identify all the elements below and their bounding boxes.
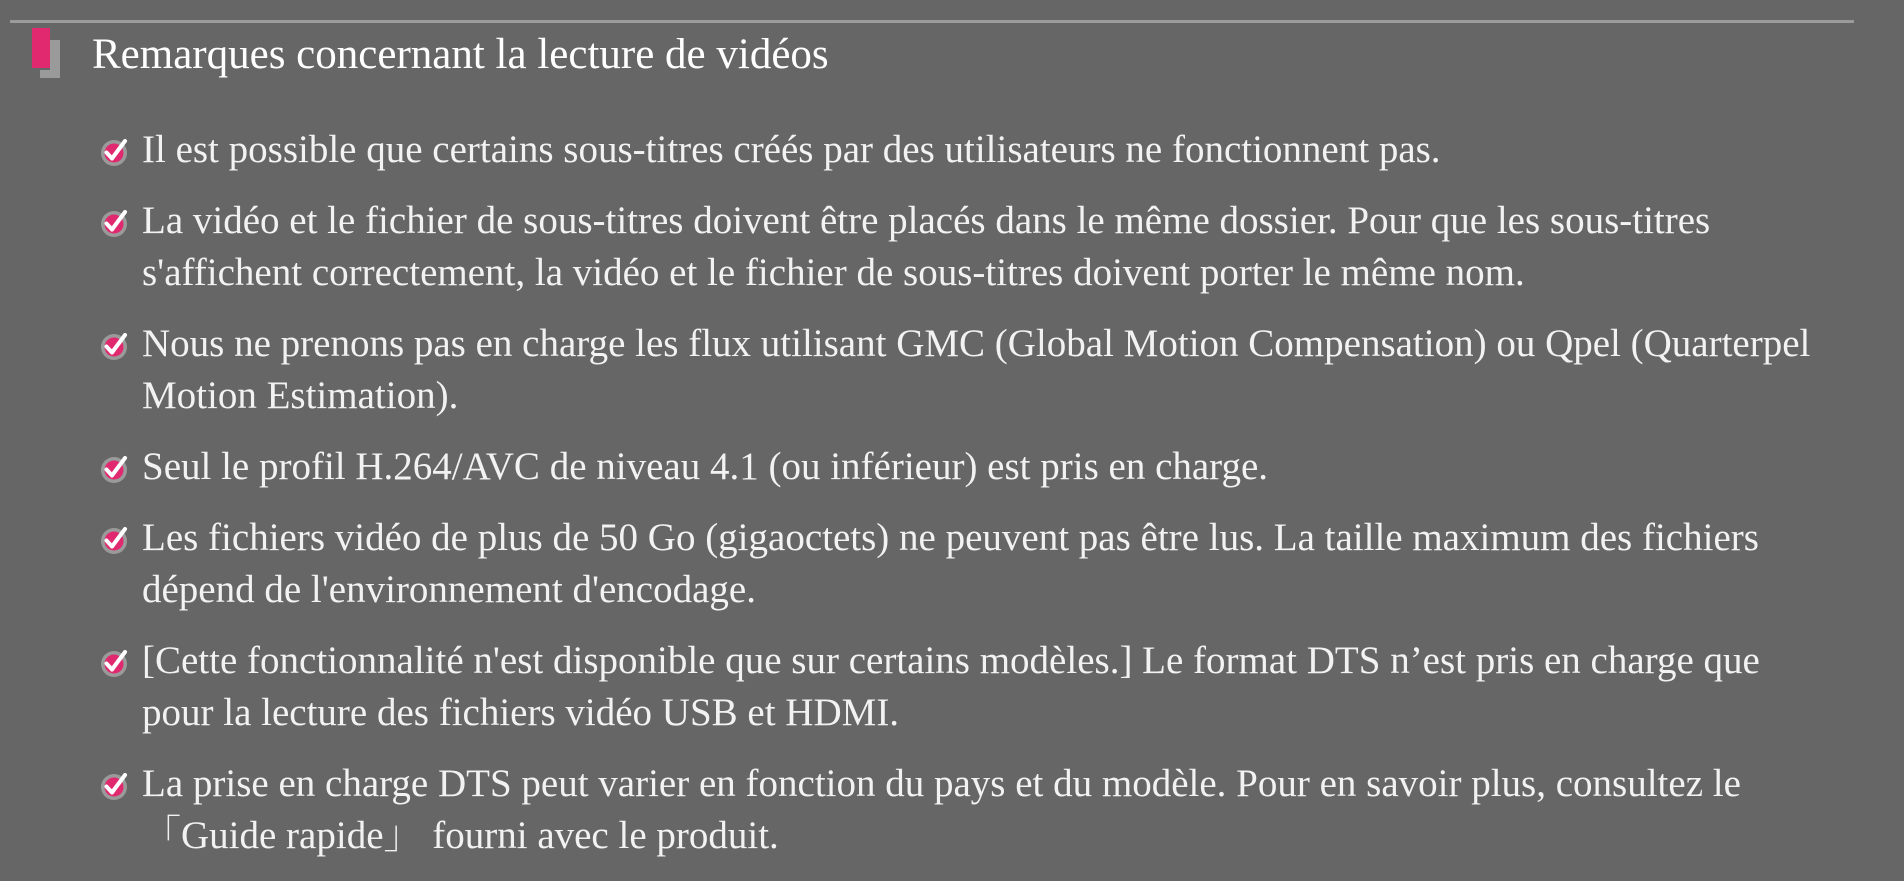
list-item bbox=[96, 635, 1836, 739]
check-circle-icon bbox=[98, 330, 130, 362]
list-item bbox=[96, 512, 1836, 616]
section-title: Remarques concernant la lecture de vidéos bbox=[92, 31, 829, 78]
note-text: [Cette fonctionnalité n'est disponible que sur certains modèles.] Le format DTS n’est pris en charge que pour la lecture des fichiers vidéo USB et HDMI. bbox=[142, 639, 1760, 734]
check-circle-icon bbox=[98, 524, 130, 556]
check-circle-icon bbox=[98, 453, 130, 485]
note-text: La vidéo et le fichier de sous-titres doivent être placés dans le même dossier. Pour que les sous-titres s'affichent correctement, la vidéo et le fichier de sous-titres doivent porter le même nom. bbox=[142, 199, 1711, 294]
section-marker-icon bbox=[30, 28, 62, 80]
list-item bbox=[96, 124, 1836, 176]
note-text: La prise en charge DTS peut varier en fonction du pays et du modèle. Pour en savoir plus, consultez le 「Guide rapide」 fourni avec le produit. bbox=[142, 762, 1741, 857]
note-text: Seul le profil H.264/AVC de niveau 4.1 (ou inférieur) est pris en charge. bbox=[142, 445, 1269, 488]
list-item bbox=[96, 441, 1836, 493]
check-circle-icon bbox=[98, 770, 130, 802]
check-circle-icon bbox=[98, 207, 130, 239]
note-text: Il est possible que certains sous-titres créés par des utilisateurs ne fonctionnent pas. bbox=[142, 128, 1441, 171]
list-item bbox=[96, 758, 1836, 862]
note-text: Nous ne prenons pas en charge les flux utilisant GMC (Global Motion Compensation) ou Qpel (Quarterpel Motion Estimation). bbox=[142, 322, 1811, 417]
notes-list bbox=[96, 124, 1836, 881]
check-circle-icon bbox=[98, 647, 130, 679]
note-text: Les fichiers vidéo de plus de 50 Go (gigaoctets) ne peuvent pas être lus. La taille maximum des fichiers dépend de l'environnement d'encodage. bbox=[142, 516, 1759, 611]
list-item bbox=[96, 318, 1836, 422]
check-circle-icon bbox=[98, 136, 130, 168]
top-divider bbox=[10, 20, 1854, 23]
list-item bbox=[96, 195, 1836, 299]
